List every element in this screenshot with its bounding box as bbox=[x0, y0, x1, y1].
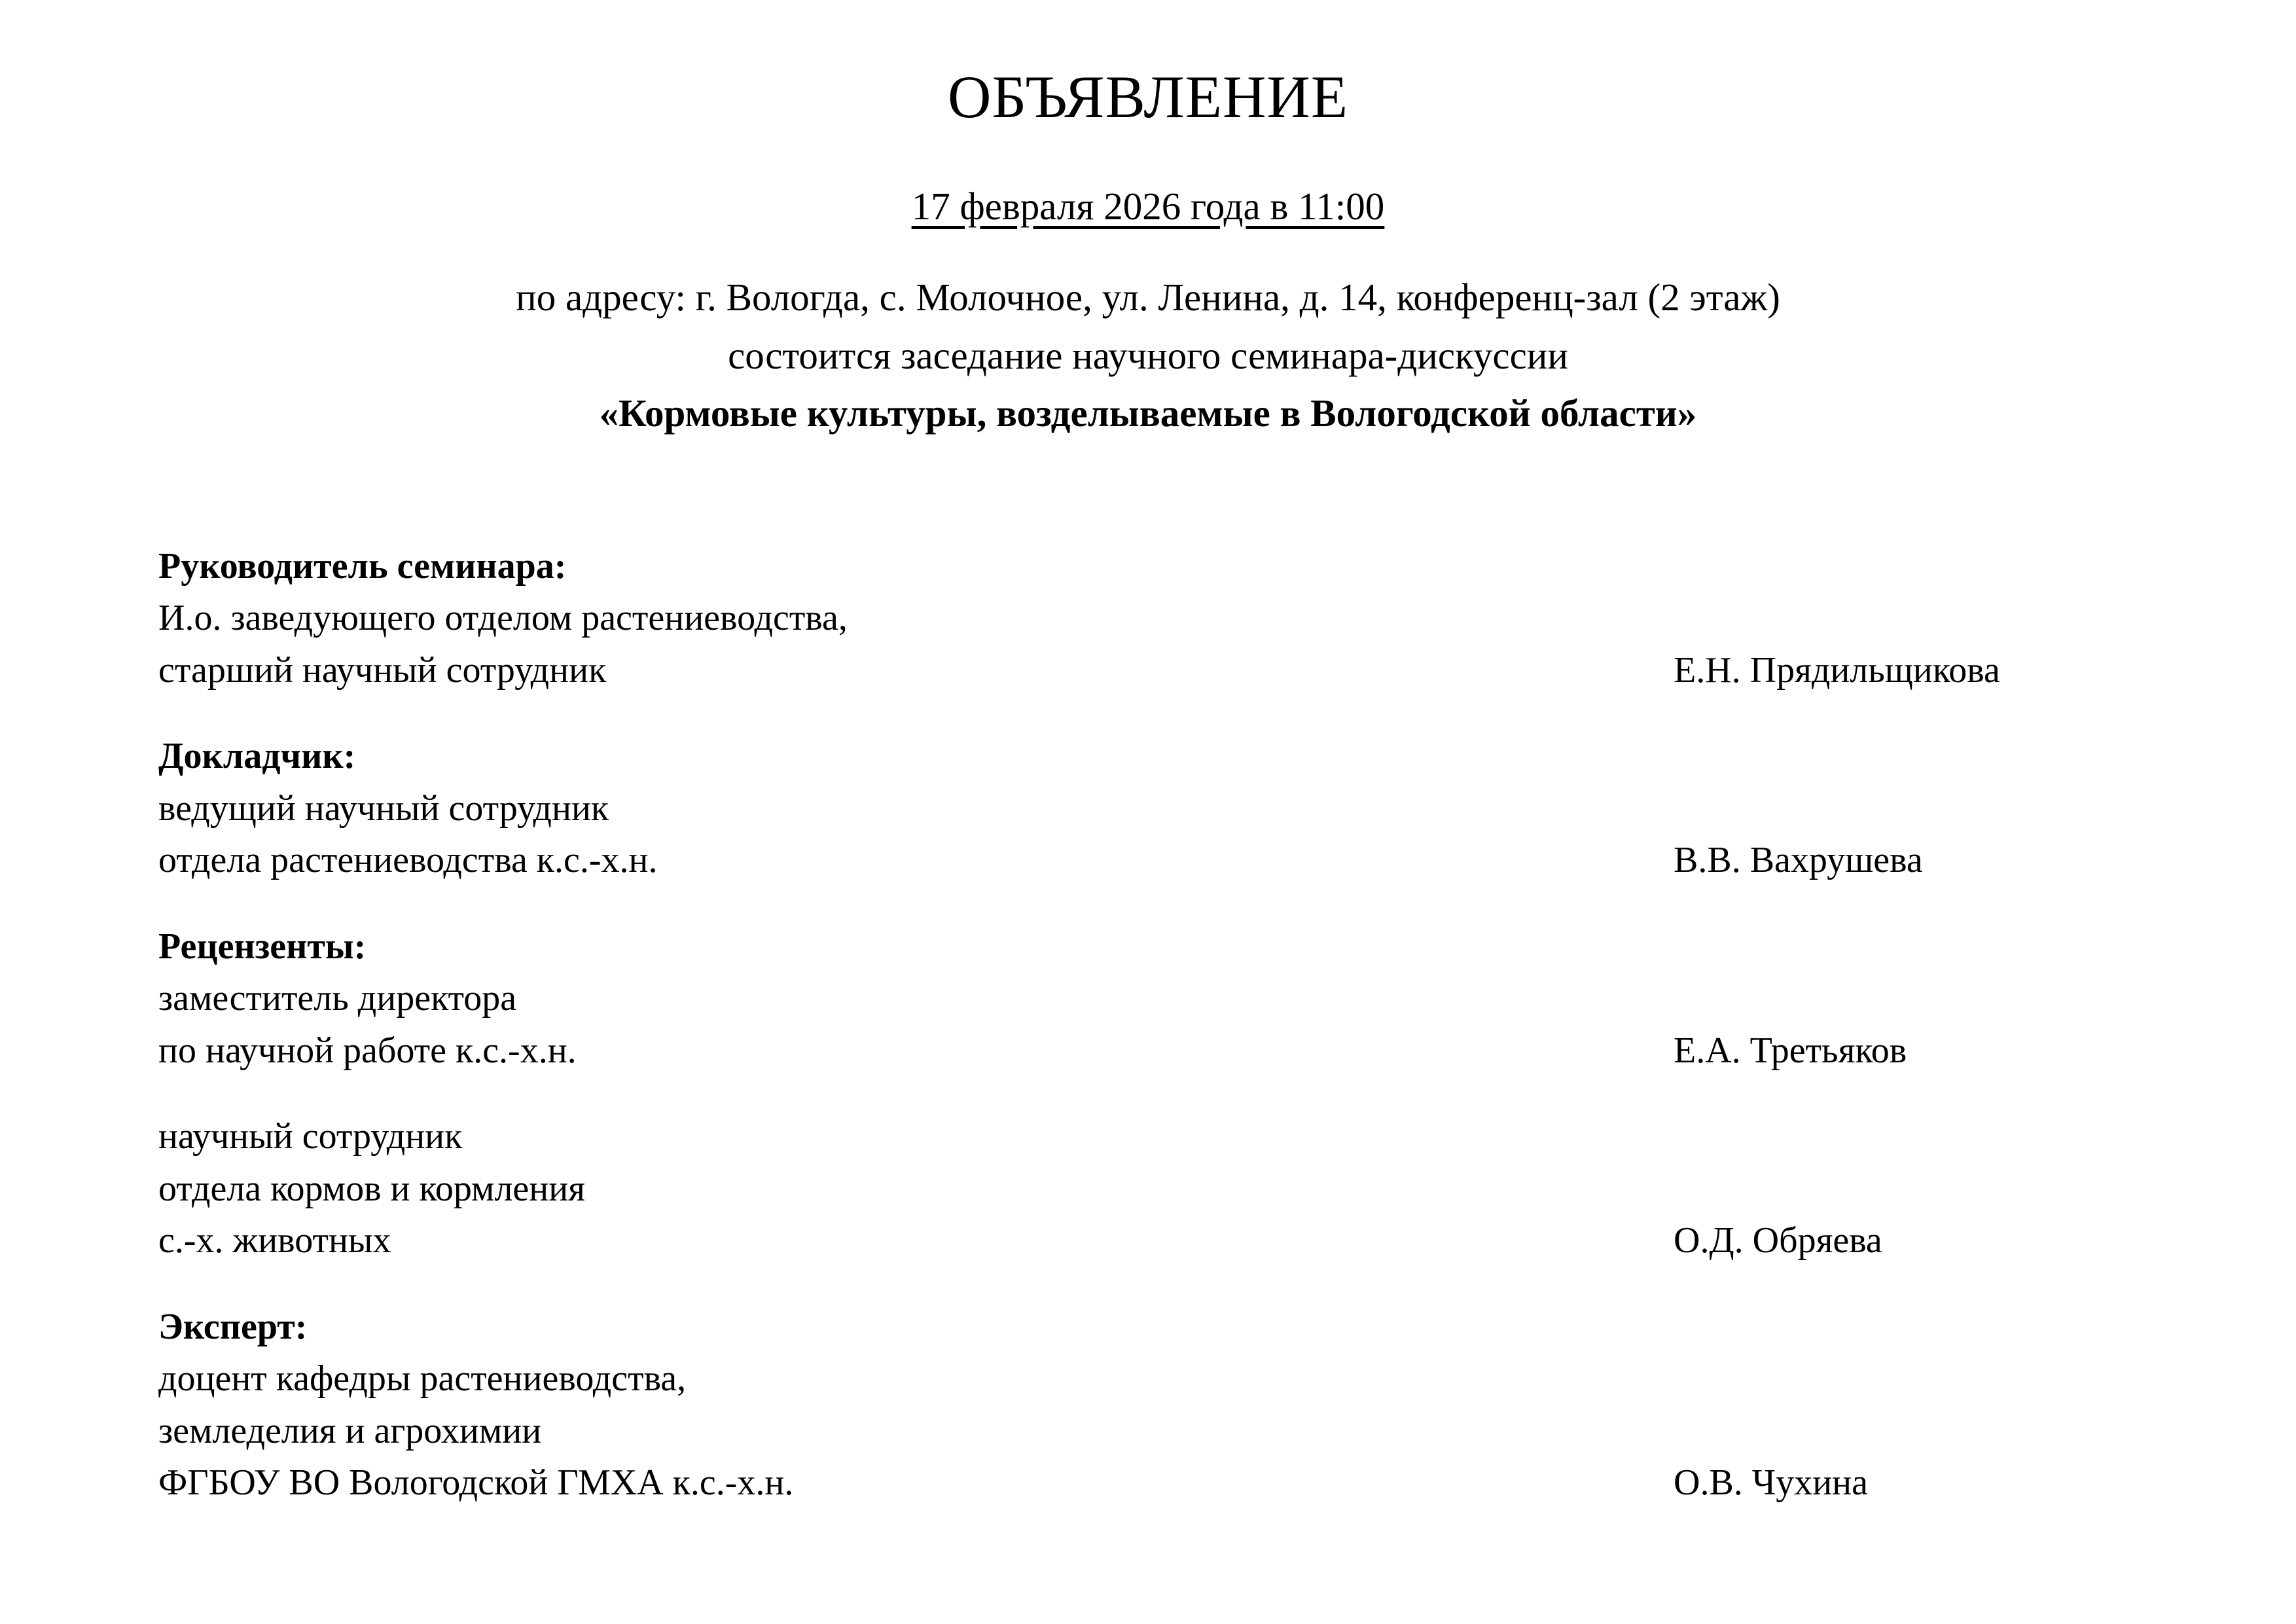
seminar-title: «Кормовые культуры, возделываемые в Вологодской области» bbox=[599, 391, 1697, 435]
event-description-line: состоится заседание научного семинара-дискуссии bbox=[728, 333, 1568, 377]
participant-name: Е.А. Третьяков bbox=[1674, 1030, 1907, 1071]
participant-name: Е.Н. Прядильщикова bbox=[1674, 649, 2000, 691]
participant-info bbox=[158, 1301, 1674, 1509]
participants-section bbox=[0, 541, 2296, 1509]
participant-info bbox=[158, 921, 1674, 1077]
position-line: ведущий научный сотрудник bbox=[158, 787, 609, 829]
participant-block-reviewer-1 bbox=[158, 921, 2139, 1077]
participant-name: О.Д. Обряева bbox=[1674, 1220, 1882, 1261]
position-line: заместитель директора bbox=[158, 978, 517, 1019]
event-date: 17 февраля 2026 года в 11:00 bbox=[911, 185, 1385, 228]
position-line: научный сотрудник bbox=[158, 1116, 463, 1157]
role-label: Докладчик: bbox=[158, 736, 356, 777]
intro-section bbox=[0, 268, 2296, 442]
participant-block-reviewer-2 bbox=[158, 1111, 2139, 1267]
event-address-line: по адресу: г. Вологда, с. Молочное, ул. Ленина, д. 14, конференц-зал (2 этаж) bbox=[516, 276, 1780, 319]
participant-block-leader bbox=[158, 541, 2139, 697]
page-title: ОБЪЯВЛЕНИЕ bbox=[947, 63, 1349, 130]
position-line: с.-х. животных bbox=[158, 1220, 391, 1261]
position-line: отдела кормов и кормления bbox=[158, 1168, 585, 1209]
participant-info bbox=[158, 541, 1674, 697]
position-line: отдела растениеводства к.с.-х.н. bbox=[158, 840, 658, 881]
participant-block-speaker bbox=[158, 731, 2139, 887]
participant-info bbox=[158, 1111, 1674, 1267]
participant-name: В.В. Вахрушева bbox=[1674, 840, 1923, 881]
participant-info bbox=[158, 731, 1674, 887]
role-label: Рецензенты: bbox=[158, 926, 367, 967]
position-line: по научной работе к.с.-х.н. bbox=[158, 1030, 577, 1071]
role-label: Руководитель семинара: bbox=[158, 545, 567, 586]
participant-block-expert bbox=[158, 1301, 2139, 1509]
position-line: доцент кафедры растениеводства, bbox=[158, 1358, 687, 1399]
role-label: Эксперт: bbox=[158, 1306, 308, 1347]
participant-name: О.В. Чухина bbox=[1674, 1462, 1868, 1504]
position-line: старший научный сотрудник bbox=[158, 649, 607, 691]
position-line: И.о. заведующего отделом растениеводства, bbox=[158, 598, 848, 639]
position-line: ФГБОУ ВО Вологодской ГМХА к.с.-х.н. bbox=[158, 1462, 794, 1504]
position-line: земледелия и агрохимии bbox=[158, 1410, 542, 1451]
